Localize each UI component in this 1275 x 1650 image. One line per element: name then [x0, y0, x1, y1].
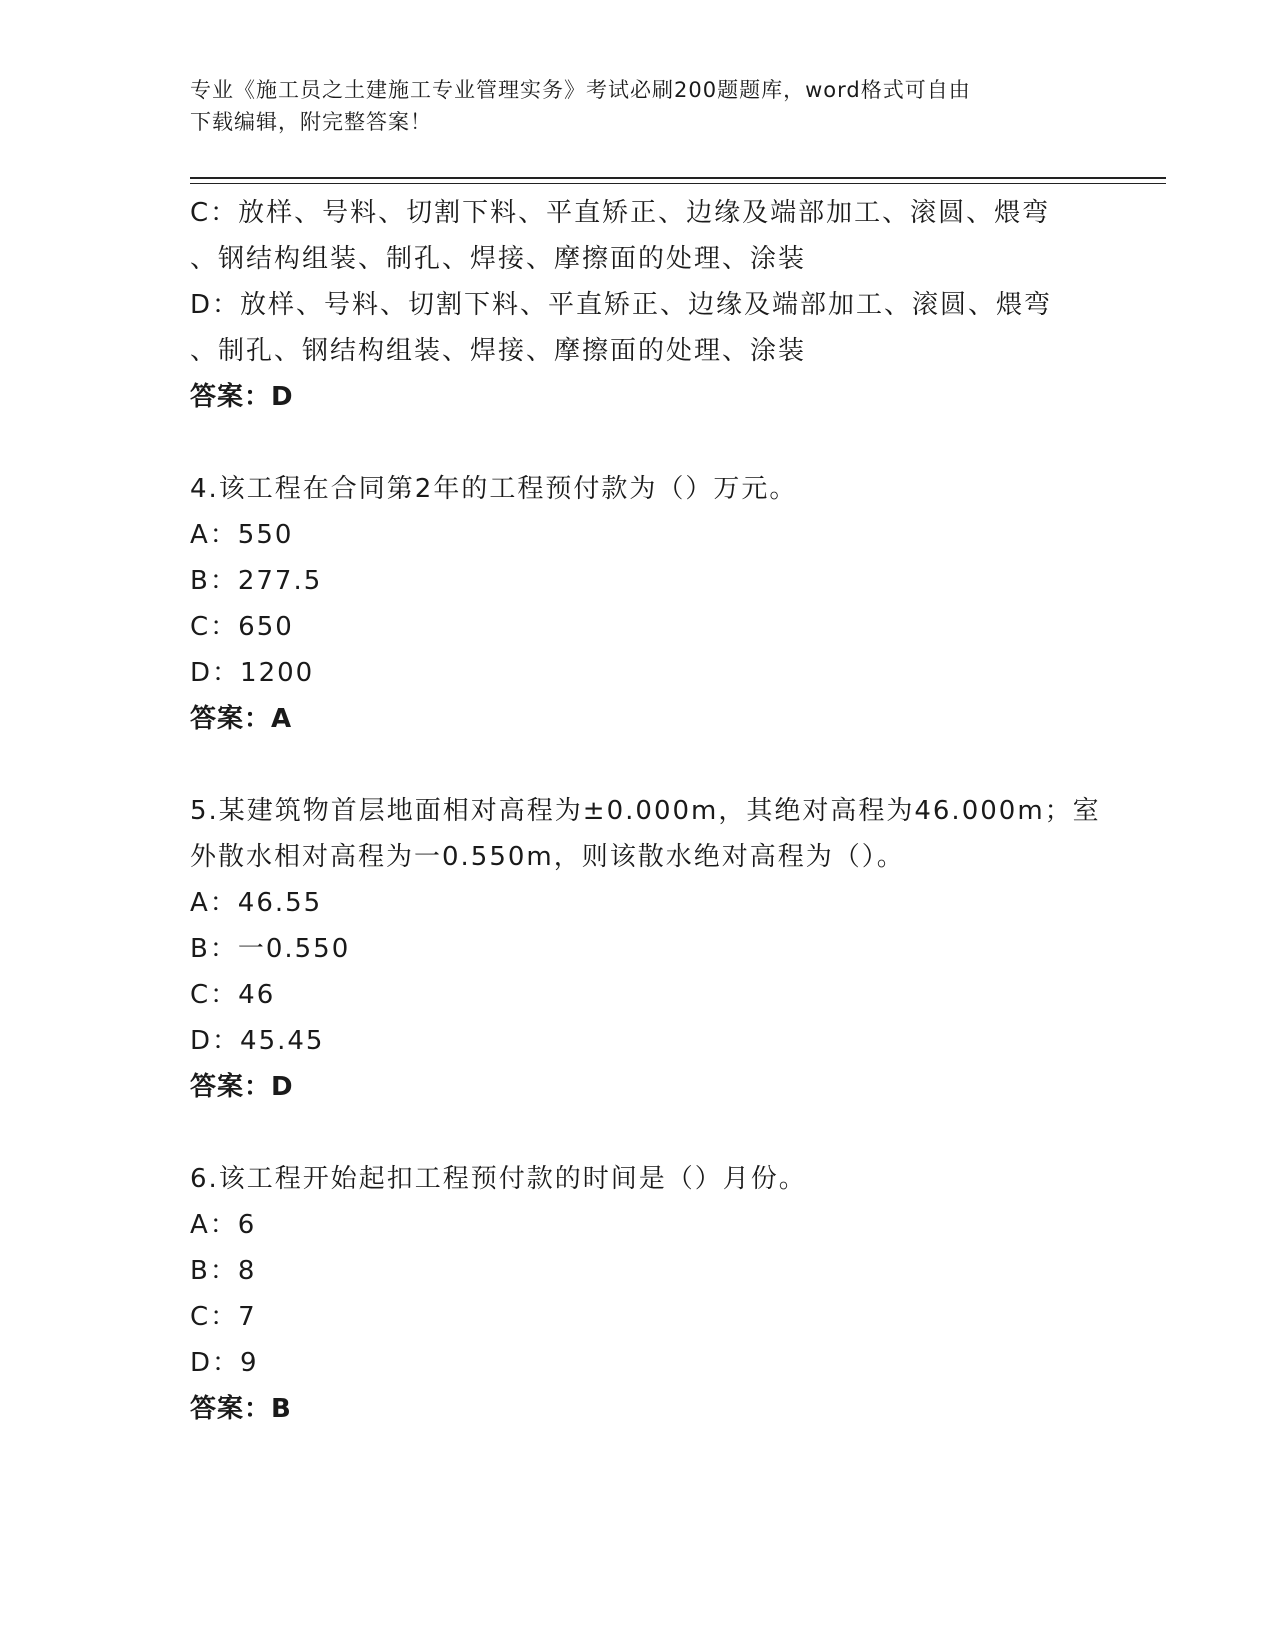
header-line-1: 专业《施工员之土建施工专业管理实务》考试必刷200题题库，word格式可自由 — [190, 78, 971, 102]
option-c-line-2: 、钢结构组装、制孔、焊接、摩擦面的处理、涂装 — [190, 244, 807, 274]
option-b: B：277.5 — [190, 566, 323, 596]
option-a: A：46.55 — [190, 888, 323, 918]
question-block-6 — [190, 1156, 1090, 1432]
question-block-3 — [190, 190, 1090, 420]
option-d-line-2: 、制孔、钢结构组装、焊接、摩擦面的处理、涂装 — [190, 336, 807, 366]
option-c: C：650 — [190, 612, 294, 642]
answer-line: 答案：B — [190, 1394, 292, 1424]
option-c: C：46 — [190, 980, 276, 1010]
question-stem: 4.该工程在合同第2年的工程预付款为（）万元。 — [190, 474, 798, 504]
question-stem-line-1: 5.某建筑物首层地面相对高程为±0.000m，其绝对高程为46.000m；室 — [190, 796, 1101, 826]
question-content — [190, 190, 1101, 1432]
spacer — [190, 420, 1090, 466]
answer-line: 答案：D — [190, 1072, 294, 1102]
option-c: C：7 — [190, 1302, 257, 1332]
option-d: D：45.45 — [190, 1026, 325, 1056]
option-c-line-1: C：放样、号料、切割下料、平直矫正、边缘及端部加工、滚圆、煨弯 — [190, 198, 1051, 228]
answer-line: 答案：A — [190, 704, 293, 734]
question-stem-line-2: 外散水相对高程为一0.550m，则该散水绝对高程为（）。 — [190, 842, 905, 872]
spacer — [190, 742, 1090, 788]
answer-line: 答案：D — [190, 382, 294, 412]
option-b: B：8 — [190, 1256, 257, 1286]
spacer — [190, 1110, 1090, 1156]
header-line-2: 下载编辑，附完整答案！ — [190, 110, 432, 134]
option-a: A：550 — [190, 520, 294, 550]
question-stem: 6.该工程开始起扣工程预付款的时间是（）月份。 — [190, 1164, 807, 1194]
option-d-line-1: D：放样、号料、切割下料、平直矫正、边缘及端部加工、滚圆、煨弯 — [190, 290, 1053, 320]
header-divider-thick — [190, 177, 1166, 179]
option-d: D：9 — [190, 1348, 259, 1378]
header-divider-thin — [190, 183, 1166, 184]
option-a: A：6 — [190, 1210, 257, 1240]
document-header — [190, 74, 1090, 138]
option-b: B：一0.550 — [190, 934, 351, 964]
question-block-5 — [190, 788, 1101, 1110]
question-block-4 — [190, 466, 1090, 742]
option-d: D：1200 — [190, 658, 315, 688]
